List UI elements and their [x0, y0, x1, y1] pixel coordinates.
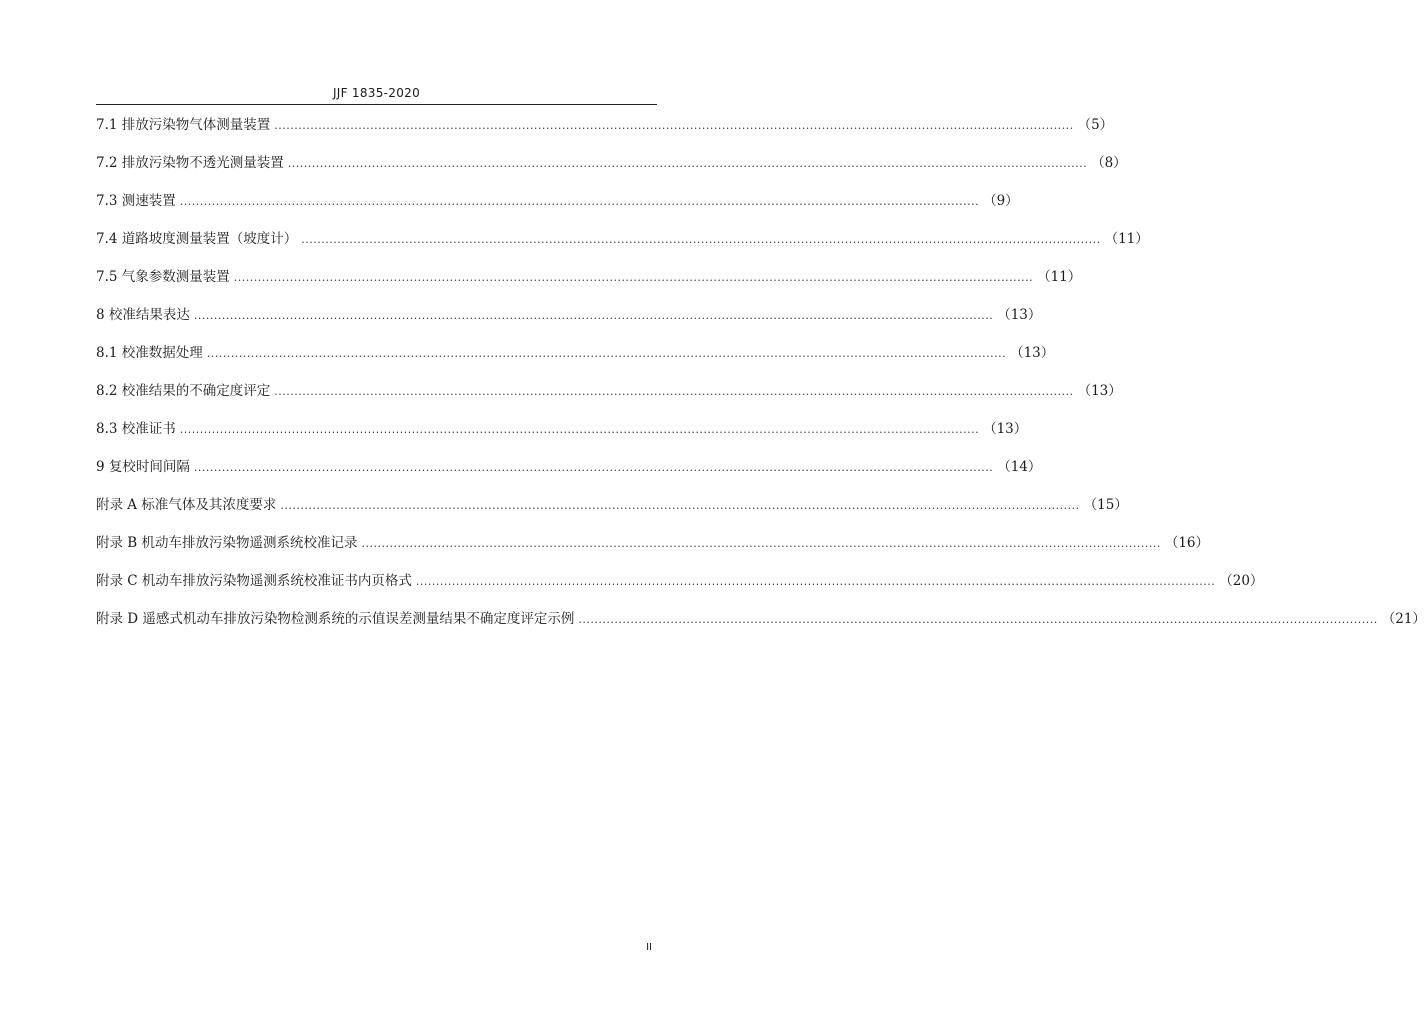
toc-entry[interactable]: [96, 382, 1122, 420]
toc-entry-page: （9）: [983, 193, 1019, 209]
toc-entry-page: （13）: [997, 307, 1042, 323]
toc-entry[interactable]: [96, 610, 1426, 648]
toc-dot-leader: ........................................................................................................................................................................................................: [274, 119, 1074, 132]
toc-entry-page: （14）: [997, 459, 1042, 475]
toc-entry-label: 附录 C 机动车排放污染物遥测系统校准证书内页格式: [96, 573, 412, 589]
toc-entry-page: （8）: [1091, 155, 1127, 171]
toc-entry-label: 8.3 校准证书: [96, 421, 176, 437]
toc-entry-label: 7.2 排放污染物不透光测量装置: [96, 155, 284, 171]
toc-entry-label: 附录 B 机动车排放污染物遥测系统校准记录: [96, 535, 358, 551]
toc-dot-leader: ........................................................................................................................................................................................................: [361, 537, 1161, 550]
toc-entry-label: 7.1 排放污染物气体测量装置: [96, 117, 271, 133]
toc-entry-page: （16）: [1164, 535, 1210, 551]
toc-dot-leader: ........................................................................................................................................................................................................: [233, 271, 1034, 284]
toc-dot-leader: ........................................................................................................................................................................................................: [287, 157, 1088, 170]
toc-entry[interactable]: [96, 420, 1028, 458]
toc-entry[interactable]: [96, 306, 1042, 344]
toc-entry-page: （13）: [983, 421, 1028, 437]
toc-entry-page: （20）: [1219, 573, 1264, 589]
page-number: II: [646, 942, 652, 953]
toc-entry-label: 9 复校时间间隔: [96, 459, 190, 475]
toc-entry-label: 附录 D 遥感式机动车排放污染物检测系统的示值误差测量结果不确定度评定示例: [96, 611, 575, 627]
toc-entry-label: 8 校准结果表达: [96, 307, 190, 323]
document-header: JJF 1835-2020: [332, 86, 421, 100]
toc-entry-page: （11）: [1104, 231, 1149, 247]
toc-dot-leader: ........................................................................................................................................................................................................: [193, 461, 994, 474]
toc-entry[interactable]: [96, 154, 1127, 192]
toc-entry[interactable]: [96, 116, 1114, 154]
toc-entry-label: 7.3 测速装置: [96, 193, 176, 209]
toc-dot-leader: ........................................................................................................................................................................................................: [415, 575, 1216, 588]
toc-entry[interactable]: [96, 268, 1082, 306]
toc-entry[interactable]: [96, 192, 1019, 230]
toc-entry[interactable]: [96, 458, 1042, 496]
table-of-contents: [96, 116, 1426, 648]
toc-entry[interactable]: [96, 534, 1210, 572]
toc-entry-page: （13）: [1010, 345, 1055, 361]
toc-dot-leader: ........................................................................................................................................................................................................: [179, 195, 980, 208]
toc-dot-leader: ........................................................................................................................................................................................................: [274, 385, 1074, 398]
toc-entry[interactable]: [96, 572, 1264, 610]
toc-dot-leader: ........................................................................................................................................................................................................: [179, 423, 980, 436]
toc-entry[interactable]: [96, 230, 1149, 268]
toc-dot-leader: ........................................................................................................................................................................................................: [206, 347, 1007, 360]
toc-entry[interactable]: [96, 496, 1128, 534]
toc-entry-page: （21）: [1381, 611, 1426, 627]
toc-dot-leader: ........................................................................................................................................................................................................: [280, 499, 1080, 512]
toc-entry-label: 附录 A 标准气体及其浓度要求: [96, 497, 277, 513]
toc-entry-label: 7.4 道路坡度测量装置（坡度计）: [96, 231, 298, 247]
toc-dot-leader: ........................................................................................................................................................................................................: [193, 309, 994, 322]
toc-entry-label: 8.2 校准结果的不确定度评定: [96, 383, 271, 399]
toc-entry-page: （15）: [1083, 497, 1128, 513]
toc-entry-label: 7.5 气象参数测量装置: [96, 269, 230, 285]
toc-dot-leader: ........................................................................................................................................................................................................: [301, 233, 1101, 246]
toc-entry-page: （5）: [1077, 117, 1114, 133]
toc-entry[interactable]: [96, 344, 1055, 382]
toc-entry-page: （13）: [1077, 383, 1122, 399]
toc-entry-label: 8.1 校准数据处理: [96, 345, 203, 361]
toc-dot-leader: ........................................................................................................................................................................................................: [578, 613, 1378, 626]
header-rule: [96, 104, 657, 105]
toc-entry-page: （11）: [1037, 269, 1082, 285]
